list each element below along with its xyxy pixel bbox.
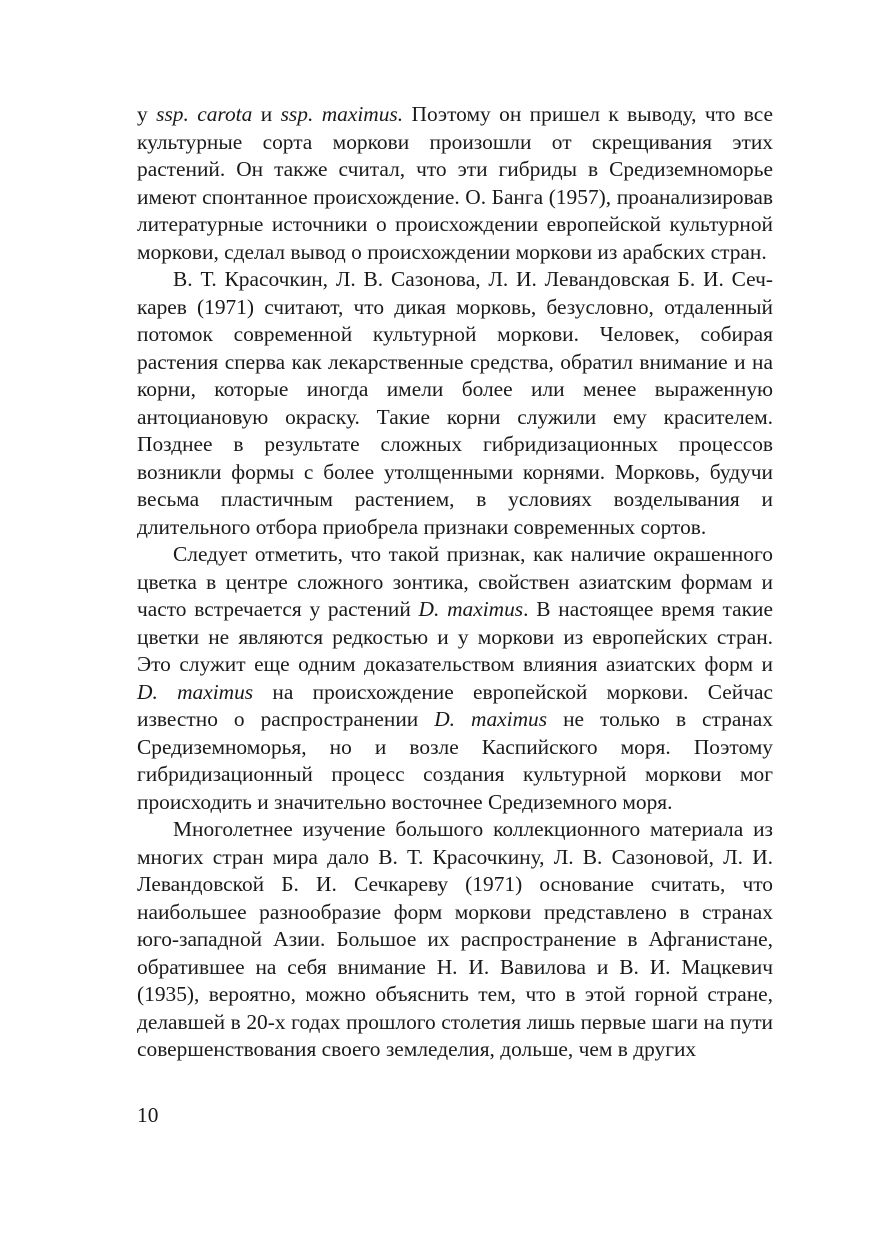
text-run: Поэтому он пришел к выводу, что все культурные сорта моркови произошли от скрещивания этих растений. Он также считал, что эти гибриды в Средиземноморье имеют спонтанное происхождение. О. Банга (1957), проанализировав литературные источники о происхождении европейской культурной моркови, сделал вывод о происхождении моркови из арабских стран. — [137, 102, 774, 264]
page-number: 10 — [137, 1103, 159, 1127]
italic-term: D. maximus — [137, 679, 254, 704]
text-run: не только в странах Средиземноморья, но и возле Каспийского моря. Поэтому гибридизационный процесс создания культурной моркови мог происходить и значительно восточнее Средиземного моря. — [137, 707, 773, 814]
text-run: В. Т. Красочкин, Л. В. Сазонова, Л. И. Левандовская Б. И. Сечкарев (1971) считают, что дикая морковь, безусловно, отдаленный потомок современной культурной моркови. Человек, собирая растения сперва как лекарственные средства, обратил внимание и на корни, которые иногда имели более или менее выраженную антоциановую окраску. Такие корни служили ему красителем. Позднее в результате сложных гибридизационных процессов возникли формы с более утолщенными корнями. Морковь, будучи весьма пластичным растением, в условиях возделывания и длительного отбора приобрела признаки современных сортов. — [137, 267, 773, 539]
paragraph — [137, 266, 773, 541]
italic-term: D. maximus — [434, 707, 548, 731]
italic-term: ssp. carota — [156, 102, 253, 126]
text-run: у — [137, 102, 157, 126]
text-run: Многолетнее изучение большого коллекционного материала из многих стран мира дало В. Т. Красочкину, Л. В. Сазоновой, Л. И. Левандовской Б. И. Сечкареву (1971) основание считать, что наибольшее разнообразие форм моркови представлено в странах юго-западной Азии. Большое их распространение в Афганистане, обратившее на себя внимание Н. И. Вавилова и В. И. Мацкевич (1935), вероятно, можно объяснить тем, что в этой горной стране, делавшей в 20-х годах прошлого столетия лишь первые шаги на пути совершенствования своего земледелия, дольше, чем в других — [137, 817, 773, 1061]
text-run: на происхождение европейской моркови. Сейчас известно о распространении — [137, 679, 773, 731]
paragraph — [137, 816, 773, 1064]
text-run: Следует отметить, что такой признак, как наличие окрашенного цветка в центре сложного зонтика, свойствен азиатским формам и часто встречается у растений — [137, 542, 773, 621]
italic-term: ssp. maximus. — [280, 102, 404, 126]
italic-term: D. maximus — [418, 597, 524, 621]
text-run: . В настоящее время такие цветки не являются редкостью и у моркови из европейских стран. Это служит еще одним доказательством влияния азиатских форм и — [137, 597, 773, 676]
text-run: и — [252, 102, 281, 126]
body-text — [137, 101, 773, 1064]
paragraph — [137, 101, 773, 266]
paragraph — [137, 541, 773, 816]
